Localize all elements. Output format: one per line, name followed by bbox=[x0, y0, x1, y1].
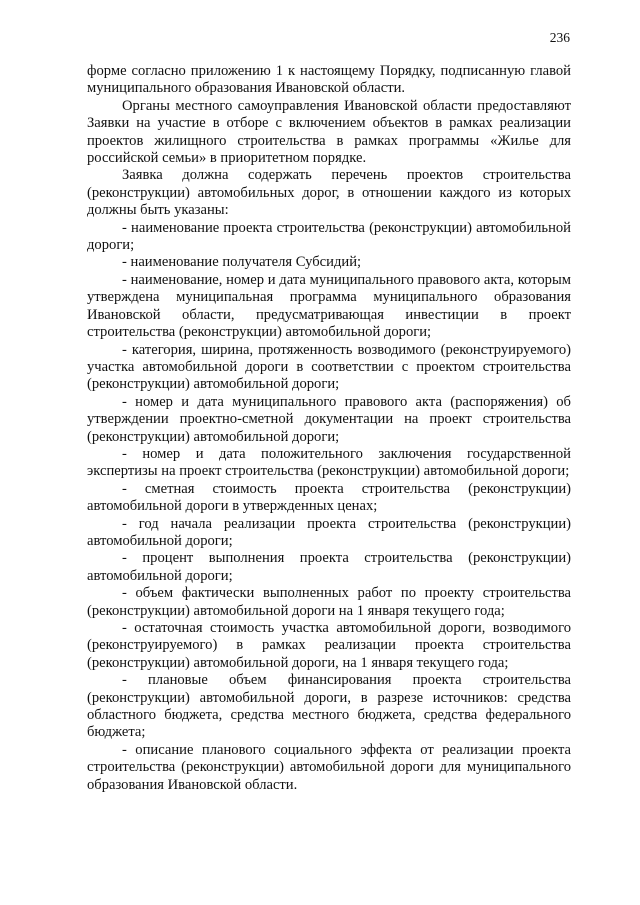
document-body bbox=[87, 63, 571, 794]
list-item-social-effect: - описание планового социального эффекта от реализации проекта строительства (реконструкции) автомобильной дороги для муниципального образования Ивановской области. bbox=[87, 741, 571, 793]
list-item-estimated-cost: - сметная стоимость проекта строительства (реконструкции) автомобильной дороги в утвержденных ценах; bbox=[87, 480, 571, 515]
list-item-legal-act: - наименование, номер и дата муниципального правового акта, которым утверждена муниципальная программа муниципального образования Ивановской области, предусматривающая инвестиции в проект строительства (реконструкции) автомобильной дороги; bbox=[87, 271, 571, 341]
list-item-completion-percent: - процент выполнения проекта строительства (реконструкции) автомобильной дороги; bbox=[87, 550, 571, 584]
list-item-recipient-name: - наименование получателя Субсидий; bbox=[122, 254, 362, 271]
list-item-approval-order: - номер и дата муниципального правового акта (распоряжения) об утверждении проектно-сметной документации на проект строительства (реконструкции) автомобильной дороги; bbox=[87, 393, 571, 445]
list-item-expert-conclusion: - номер и дата положительного заключения государственной экспертизы на проект строительства (реконструкции) автомобильной дороги; bbox=[87, 445, 571, 480]
list-item-work-volume: - объем фактически выполненных работ по проекту строительства (реконструкции) автомобильной дороги на 1 января текущего года; bbox=[87, 585, 571, 619]
list-item-road-category: - категория, ширина, протяженность возводимого (реконструируемого) участка автомобильной дороги в соответствии с проектом строительства (реконструкции) автомобильной дороги; bbox=[87, 341, 571, 393]
paragraph-organs: Органы местного самоуправления Ивановской области предоставляют Заявки на участие в отборе с включением объектов в рамках реализации проектов жилищного строительства в рамках программы «Жилье для российской семьи» в приоритетном порядке. bbox=[87, 97, 571, 167]
page-number: 236 bbox=[549, 30, 570, 45]
paragraph-continuation: форме согласно приложению 1 к настоящему Порядку, подписанную главой муниципального образования Ивановской области. bbox=[87, 63, 571, 97]
list-item-project-name: - наименование проекта строительства (реконструкции) автомобильной дороги; bbox=[87, 219, 571, 254]
paragraph-application-contents: Заявка должна содержать перечень проектов строительства (реконструкции) автомобильных дорог, в отношении каждого из которых должны быть указаны: bbox=[87, 167, 571, 219]
list-item-start-year: - год начала реализации проекта строительства (реконструкции) автомобильной дороги; bbox=[87, 515, 571, 549]
list-item-funding-volume: - плановые объем финансирования проекта строительства (реконструкции) автомобильной дороги, в разрезе источников: средства областного бюджета, средства местного бюджета, средства федерального бюджета; bbox=[87, 672, 571, 741]
list-item-residual-cost: - остаточная стоимость участка автомобильной дороги, возводимого (реконструируемого) в рамках реализации проекта строительства (реконструкции) автомобильной дороги, на 1 января текущего года; bbox=[87, 620, 571, 671]
